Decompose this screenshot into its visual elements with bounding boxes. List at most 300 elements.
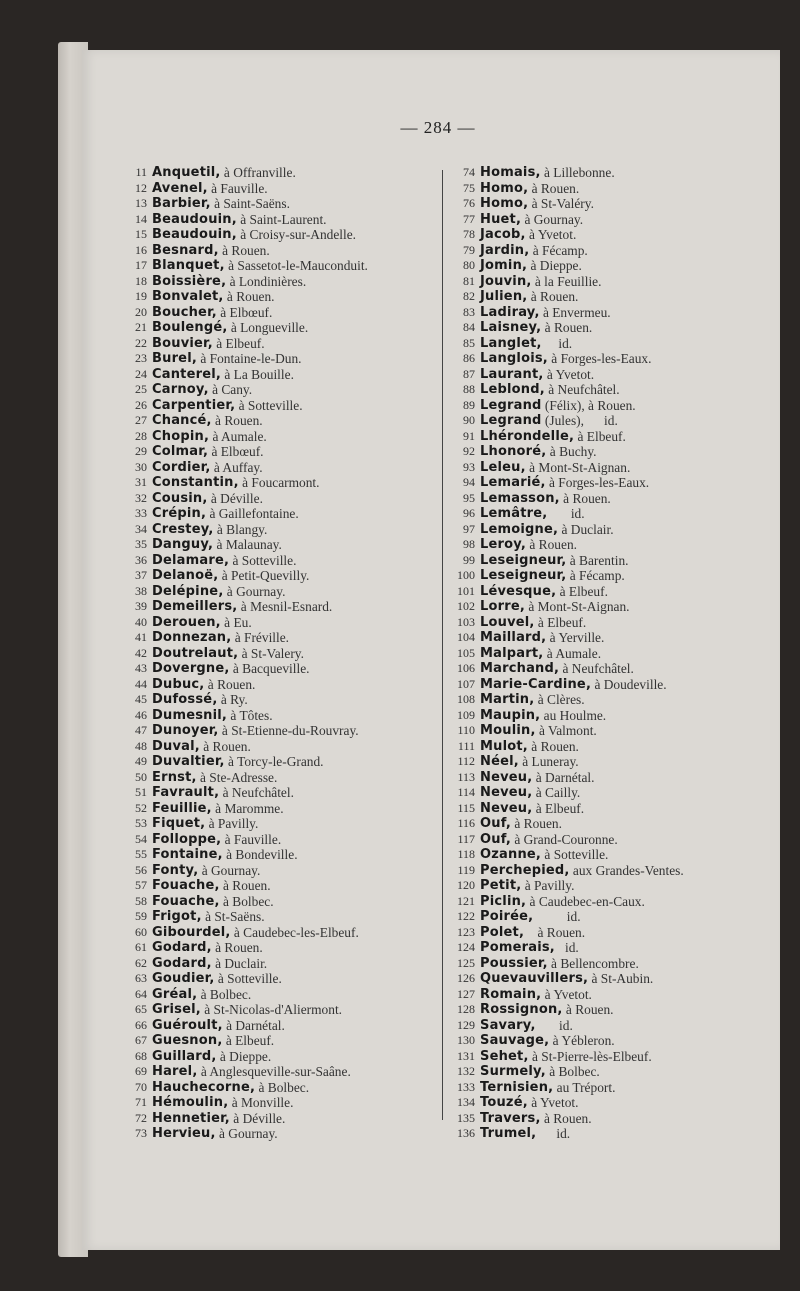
entry-number: 80 [463,258,475,272]
entry-name: Sauvage, [480,1033,550,1048]
entry-place: à Offranville. [220,165,296,180]
entry-place: à Fauville. [221,831,282,847]
entry-place: à Londinières. [226,273,307,289]
list-item [447,367,777,383]
entry-place: à Blangy. [213,521,268,537]
entry-number: 19 [135,289,147,303]
list-item [123,925,441,941]
entry-place: à Caudebec-les-Elbeuf. [230,924,359,940]
entry-place: à Rouen. [528,180,580,196]
entry-number: 29 [135,444,147,458]
entry-name: Perchepied, [480,862,570,878]
entry-place: à Mont-St-Aignan. [525,459,631,475]
entry-number: 51 [135,785,147,799]
list-item [123,274,441,290]
list-item [447,956,777,972]
entry-number: 53 [135,816,147,830]
entry-name: Favrault, [152,785,220,800]
list-item [447,537,777,553]
list-item [123,1018,441,1034]
entry-place: au Tréport. [553,1079,616,1095]
entry-place: à Rouen. [204,676,256,692]
list-item [447,739,777,755]
list-item [447,894,777,910]
entry-name: Godard, [152,955,212,971]
entry-place: à Gournay. [215,1126,278,1141]
list-item [447,475,777,491]
list-item [123,599,441,615]
entry-place: à Doudeville. [591,676,667,692]
entry-number: 92 [463,444,475,458]
entry-number: 39 [135,599,147,613]
entry-number: 13 [135,196,147,210]
entry-name: Canterel, [152,366,222,382]
entry-number: 82 [463,289,475,303]
page-number: — 284 — [400,118,476,137]
entry-number: 86 [463,351,475,365]
entry-name: Constantin, [152,475,239,490]
entry-name: Duval, [152,738,200,754]
entry-place: à St-Valéry. [528,196,594,211]
list-item [447,1002,777,1018]
list-item [123,351,441,367]
entry-place: à Sotteville. [214,971,282,986]
entry-name: Neveu, [480,769,533,785]
entry-place: à Elbeuf. [556,583,608,599]
entry-place: à Foucarmont. [238,475,320,490]
list-item [447,909,777,925]
list-item [123,460,441,476]
entry-place: à Dieppe. [216,1048,272,1064]
entry-name: Hervieu, [152,1126,216,1141]
entry-name: Dubuc, [152,676,205,692]
entry-name: Dovergne, [152,661,230,676]
list-item [123,336,441,352]
list-item [447,1080,777,1096]
list-item [123,971,441,987]
entry-name: Marie-Cardine, [480,676,592,692]
entry-place: à Gaillefontaine. [206,506,299,521]
list-item [123,739,441,755]
entry-name: Lorre, [480,599,525,614]
entry-number: 45 [135,692,147,706]
entry-name: Besnard, [152,242,219,258]
entry-name: Colmar, [152,444,209,459]
entry-name: Goudier, [152,971,215,986]
entry-number: 104 [457,630,475,644]
entry-number: 11 [135,165,147,179]
list-item [447,863,777,879]
entry-name: Langlois, [480,351,548,366]
entry-number: 32 [135,490,147,505]
list-item [123,940,441,956]
list-item [447,460,777,476]
entry-number: 66 [135,1017,147,1032]
entry-number: 58 [135,893,147,908]
entry-name: Boissière, [152,273,227,289]
entry-number: 73 [135,1126,147,1140]
entry-place: à Pavilly. [205,816,259,831]
list-item [123,754,441,770]
entry-place: à Rouen. [219,878,271,893]
entry-name: Malpart, [480,645,544,661]
entry-number: 95 [463,490,475,505]
entry-name: Carpentier, [152,397,236,413]
entry-name: Chopin, [152,428,210,444]
entry-name: Feuillie, [152,800,212,816]
entry-place: à Buchy. [546,444,597,459]
entry-name: Crépin, [152,506,207,521]
entry-number: 55 [135,847,147,861]
entry-name: Jacob, [480,227,526,242]
entry-number: 89 [463,397,475,412]
entry-number: 121 [457,893,475,908]
entry-name: Martin, [480,692,535,707]
entry-name: Savary, [480,1017,536,1033]
entry-number: 54 [135,831,147,846]
list-item [123,801,441,817]
entry-number: 44 [135,676,147,691]
entry-place: à Gournay. [521,211,584,227]
list-item [123,382,441,398]
entry-name: Lemarié, [480,475,546,490]
entry-place: à Rouen. [562,1002,614,1017]
entry-name: Homo, [480,180,529,196]
entry-number: 52 [135,800,147,815]
entry-place: à Clères. [534,692,585,707]
list-item [447,832,777,848]
entry-name: Lemoigne, [480,521,559,537]
entry-number: 75 [463,180,475,195]
entry-place: à Duclair. [211,955,268,971]
entry-number: 15 [135,227,147,241]
entry-name: Grisel, [152,1002,201,1017]
entry-number: 43 [135,661,147,675]
entry-place: à Petit-Quevilly. [218,568,310,583]
list-item [447,1049,777,1065]
list-item [123,584,441,600]
list-item [123,1002,441,1018]
list-item [123,289,441,305]
entry-name: Maupin, [480,707,541,723]
entry-name: Cordier, [152,459,211,475]
entry-number: 112 [457,754,475,768]
entry-place: à La Bouille. [221,366,294,382]
list-item [447,398,777,414]
entry-place: à Lillebonne. [540,165,615,180]
list-item [123,1111,441,1127]
entry-number: 111 [457,738,475,753]
entry-place: à Bolbec. [255,1079,310,1095]
entry-name: Bonvalet, [152,289,224,304]
left-column [123,165,441,1142]
entry-number: 122 [457,909,475,923]
list-item [447,336,777,352]
entry-number: 128 [457,1002,475,1016]
entry-number: 129 [457,1017,475,1032]
entry-place: à Cailly. [532,785,581,800]
entry-name: Touzé, [480,1095,528,1110]
entry-name: Carnoy, [152,382,209,397]
entry-name: Godard, [152,940,212,955]
list-item [447,1033,777,1049]
entry-name: Petit, [480,878,522,893]
entry-place: id. [533,909,581,924]
entry-name: Quevauvillers, [480,971,589,986]
entry-number: 88 [463,382,475,396]
list-item [447,677,777,693]
entry-name: Lhérondelle, [480,428,575,444]
list-item [447,615,777,631]
entry-number: 14 [135,211,147,226]
entry-number: 134 [457,1095,475,1109]
entry-number: 127 [457,986,475,1001]
entry-name: Legrand [480,413,542,428]
entry-name: Hémoulin, [152,1095,229,1110]
entry-name: Beaudouin, [152,227,237,242]
list-item [123,832,441,848]
entry-place: à Anglesqueville-sur-Saâne. [197,1064,351,1079]
entry-name: Demeillers, [152,599,238,614]
entry-name: Lévesque, [480,583,557,599]
list-item [447,553,777,569]
entry-place: à Longueville. [227,320,309,335]
entry-number: 94 [463,475,475,489]
entry-place: à Fontaine-le-Dun. [197,351,302,366]
entry-number: 30 [135,459,147,474]
entry-name: Louvel, [480,614,535,630]
entry-place: à Croisy-sur-Andelle. [236,227,357,242]
list-item [123,894,441,910]
entry-place: à Fréville. [231,630,290,645]
entry-name: Lemasson, [480,490,560,506]
entry-number: 61 [135,940,147,954]
entry-place: à Déville. [229,1110,286,1126]
entry-number: 70 [135,1079,147,1094]
list-item [447,646,777,662]
list-item [123,723,441,739]
list-item [123,568,441,584]
list-item [123,816,441,832]
list-item [123,181,441,197]
entry-place: à Valmont. [535,723,597,738]
entry-number: 113 [457,769,475,784]
entry-place: à Ry. [217,692,248,707]
entry-number: 65 [135,1002,147,1016]
entry-name: Leseigneur, [480,568,567,583]
entry-place: à Fauville. [207,180,268,196]
entry-name: Fontaine, [152,847,223,862]
entry-number: 96 [463,506,475,520]
entry-number: 77 [463,211,475,226]
entry-name: Duvaltier, [152,754,225,769]
list-item [447,692,777,708]
list-item [447,274,777,290]
entry-name: Jouvin, [480,273,532,289]
entry-place: à Neufchâtel. [559,661,634,676]
entry-name: Beaudouin, [152,211,237,227]
list-item [447,925,777,941]
entry-place: à Eu. [220,614,252,630]
entry-place: à Fécamp. [566,568,625,583]
list-item [447,816,777,832]
list-item [123,646,441,662]
list-item [123,429,441,445]
entry-name: Sehet, [480,1048,529,1064]
list-item [447,506,777,522]
entry-number: 37 [135,568,147,582]
entry-number: 81 [463,273,475,288]
list-item [447,708,777,724]
entry-place: à Rouen. [199,738,251,754]
list-item [123,692,441,708]
entry-name: Piclin, [480,893,527,909]
entry-number: 34 [135,521,147,536]
entry-name: Huet, [480,211,522,227]
entry-place: à St-Valery. [238,645,304,661]
list-item [447,212,777,228]
entry-place: à St-Etienne-du-Rouvray. [218,723,359,738]
entry-place: à Caudebec-en-Caux. [526,893,645,909]
list-item [123,987,441,1003]
entry-number: 17 [135,258,147,272]
entry-place: à Saint-Laurent. [236,211,327,227]
entry-number: 60 [135,924,147,939]
entry-place: à Elbœuf. [208,444,264,459]
entry-place: à Sassetot-le-Mauconduit. [224,258,368,273]
entry-place: id. [554,940,579,955]
entry-number: 79 [463,242,475,257]
list-item [447,630,777,646]
entry-number: 101 [457,583,475,598]
entry-number: 25 [135,382,147,396]
entry-name: Ozanne, [480,847,542,862]
entry-number: 33 [135,506,147,520]
entry-number: 78 [463,227,475,241]
entry-place: à Forges-les-Eaux. [545,475,650,490]
list-item [447,289,777,305]
entry-number: 102 [457,599,475,613]
entry-number: 67 [135,1033,147,1047]
entry-name: Delamare, [152,552,230,568]
list-item [447,522,777,538]
entry-name: Julien, [480,289,528,304]
list-item [447,1126,777,1142]
list-item [123,212,441,228]
list-item [447,429,777,445]
list-item [123,258,441,274]
entry-place: à Barentin. [566,552,629,568]
entry-place: à Auffay. [210,459,263,475]
list-item [447,940,777,956]
entry-place: à Grand-Couronne. [511,831,618,847]
entry-name: Fiquet, [152,816,206,831]
entry-number: 100 [457,568,475,582]
entry-place: à Rouen. [223,289,275,304]
entry-number: 72 [135,1110,147,1125]
list-item [123,1064,441,1080]
entry-name: Danguy, [152,537,214,552]
entry-place: à Bolbec. [197,986,252,1002]
entry-number: 68 [135,1048,147,1063]
entry-place: à Neufchâtel. [544,382,620,397]
entry-name: Mulot, [480,738,528,754]
list-item [123,615,441,631]
entry-name: Homo, [480,196,529,211]
entry-place: à Rouen. [211,413,263,428]
entry-place: à Aumale. [209,428,267,444]
entry-place: à Envermeu. [539,304,611,320]
list-item [123,398,441,414]
entry-place: à Forges-les-Eaux. [547,351,652,366]
entry-name: Hennetier, [152,1110,230,1126]
entry-place: à Rouen. [540,1110,592,1126]
entry-number: 20 [135,304,147,319]
list-item [123,522,441,538]
entry-place: à Elbœuf. [216,304,273,320]
entry-number: 124 [457,940,475,954]
entry-number: 48 [135,738,147,753]
list-item [447,258,777,274]
entry-name: Harel, [152,1064,198,1079]
list-item [123,367,441,383]
entry-number: 50 [135,769,147,784]
entry-name: Jardin, [480,242,530,258]
entry-number: 114 [457,785,475,799]
list-item [447,971,777,987]
entry-number: 120 [457,878,475,892]
entry-place: à Rouen. [527,738,579,754]
list-item [447,243,777,259]
entry-name: Fouache, [152,878,220,893]
list-item [123,553,441,569]
entry-number: 131 [457,1048,475,1063]
entry-name: Crestey, [152,521,214,537]
list-item [447,1064,777,1080]
entry-number: 38 [135,583,147,598]
entry-number: 69 [135,1064,147,1078]
entry-name: Trumel, [480,1126,537,1141]
list-item [447,801,777,817]
entry-number: 125 [457,955,475,970]
list-item [447,305,777,321]
entry-place: à Darnétal. [222,1017,285,1033]
list-item [447,1111,777,1127]
list-item [123,444,441,460]
entry-number: 103 [457,614,475,629]
list-item [123,956,441,972]
entry-name: Homais, [480,165,541,180]
entry-place: (Félix), à Rouen. [541,397,636,413]
entry-number: 62 [135,955,147,970]
entry-number: 90 [463,413,475,427]
entry-name: Ernst, [152,769,197,785]
entry-place: id. [541,335,573,351]
entry-place: à Rouen. [211,940,263,955]
entry-number: 87 [463,366,475,381]
entry-place: à Rouen. [524,924,586,940]
entry-name: Surmely, [480,1064,546,1079]
list-item [447,181,777,197]
entry-name: Leroy, [480,537,527,552]
list-item [123,537,441,553]
entry-number: 105 [457,645,475,660]
list-item [123,196,441,212]
list-item [123,243,441,259]
entry-place: à la Feuillie. [531,273,602,289]
entry-number: 64 [135,986,147,1001]
list-item [447,785,777,801]
